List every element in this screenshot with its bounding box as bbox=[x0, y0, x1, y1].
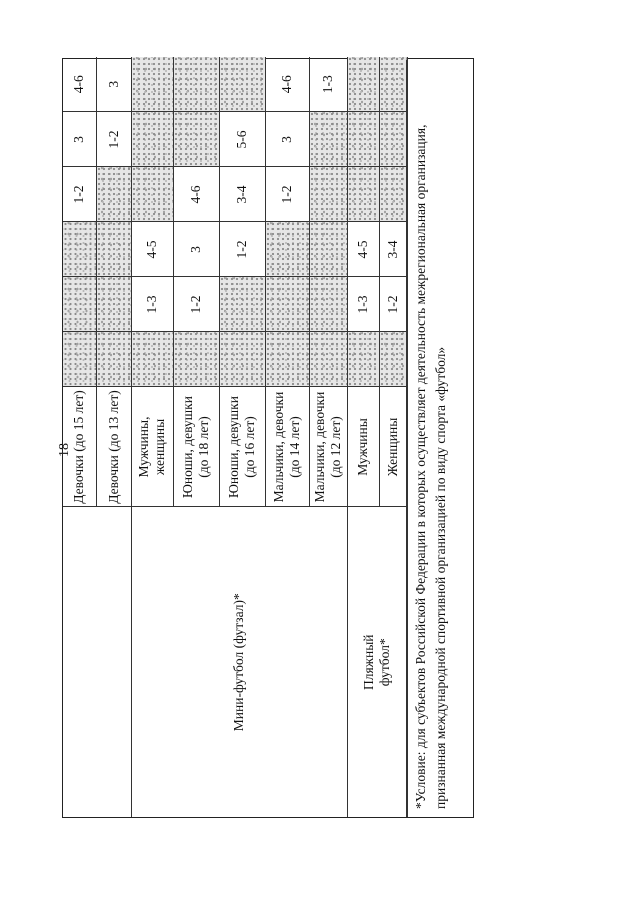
value-cell bbox=[379, 112, 407, 167]
value-cell: 1-2 bbox=[379, 277, 407, 332]
value-cell bbox=[347, 332, 379, 387]
rotated-page-content bbox=[62, 58, 474, 818]
footnote: *Условие: для субъектов Российской Федерации в которых осуществляет деятельность межрегиональная организация, признанная международной спортивной организацией по виду спорта «футбол» bbox=[413, 124, 448, 809]
value-cell: 4-6 bbox=[173, 167, 219, 222]
value-cell bbox=[347, 167, 379, 222]
page-number: 18 bbox=[57, 443, 72, 457]
value-cell bbox=[131, 167, 173, 222]
value-cell bbox=[173, 332, 219, 387]
value-cell: 4-5 bbox=[131, 222, 173, 277]
value-cell bbox=[173, 57, 219, 112]
table-row bbox=[63, 57, 96, 817]
value-cell bbox=[96, 332, 131, 387]
value-cell: 4-6 bbox=[265, 57, 309, 112]
value-cell: 3 bbox=[265, 112, 309, 167]
row-label: Девочки (до 15 лет) bbox=[63, 387, 96, 507]
value-cell: 3 bbox=[173, 222, 219, 277]
value-cell bbox=[265, 222, 309, 277]
row-label: Юноши, девушки (до 18 лет) bbox=[173, 387, 219, 507]
value-cell bbox=[309, 112, 347, 167]
value-cell bbox=[379, 57, 407, 112]
row-label: Мальчики, девочки (до 12 лет) bbox=[309, 387, 347, 507]
value-cell bbox=[96, 167, 131, 222]
value-cell: 4-6 bbox=[63, 57, 96, 112]
value-cell bbox=[309, 222, 347, 277]
row-label: Девочки (до 13 лет) bbox=[96, 387, 131, 507]
sport-name-mini-football: Мини-футбол (футзал)* bbox=[131, 507, 347, 817]
value-cell bbox=[309, 332, 347, 387]
value-cell: 1-2 bbox=[219, 222, 265, 277]
sport-classification-table bbox=[63, 57, 408, 817]
sport-name-beach-football: Пляжный футбол* bbox=[347, 507, 407, 817]
value-cell: 3-4 bbox=[219, 167, 265, 222]
row-label: Мужчины bbox=[347, 387, 379, 507]
value-cell bbox=[309, 167, 347, 222]
value-cell bbox=[379, 167, 407, 222]
value-cell bbox=[173, 112, 219, 167]
value-cell bbox=[131, 112, 173, 167]
row-label: Юноши, девушки (до 16 лет) bbox=[219, 387, 265, 507]
row-label: Женщины bbox=[379, 387, 407, 507]
value-cell bbox=[309, 277, 347, 332]
value-cell: 3 bbox=[63, 112, 96, 167]
value-cell: 1-2 bbox=[265, 167, 309, 222]
sport-name-cell-empty bbox=[63, 507, 131, 817]
value-cell bbox=[347, 112, 379, 167]
table-row bbox=[131, 57, 173, 817]
value-cell bbox=[219, 57, 265, 112]
value-cell bbox=[63, 277, 96, 332]
value-cell: 3-4 bbox=[379, 222, 407, 277]
value-cell: 1-3 bbox=[309, 57, 347, 112]
table-bottom-rule bbox=[406, 60, 407, 817]
value-cell bbox=[96, 222, 131, 277]
value-cell bbox=[131, 57, 173, 112]
value-cell bbox=[219, 277, 265, 332]
value-cell bbox=[131, 332, 173, 387]
value-cell: 1-3 bbox=[131, 277, 173, 332]
value-cell: 1-2 bbox=[63, 167, 96, 222]
value-cell bbox=[96, 277, 131, 332]
value-cell bbox=[347, 57, 379, 112]
value-cell bbox=[265, 332, 309, 387]
value-cell bbox=[63, 222, 96, 277]
value-cell bbox=[265, 277, 309, 332]
value-cell bbox=[379, 332, 407, 387]
value-cell: 1-2 bbox=[173, 277, 219, 332]
row-label: Мальчики, девочки (до 14 лет) bbox=[265, 387, 309, 507]
value-cell: 5-6 bbox=[219, 112, 265, 167]
value-cell bbox=[219, 332, 265, 387]
row-label: Мужчины, женщины bbox=[131, 387, 173, 507]
value-cell: 1-2 bbox=[96, 112, 131, 167]
value-cell: 1-3 bbox=[347, 277, 379, 332]
table-row bbox=[347, 57, 379, 817]
value-cell bbox=[63, 332, 96, 387]
value-cell: 3 bbox=[96, 57, 131, 112]
value-cell: 4-5 bbox=[347, 222, 379, 277]
